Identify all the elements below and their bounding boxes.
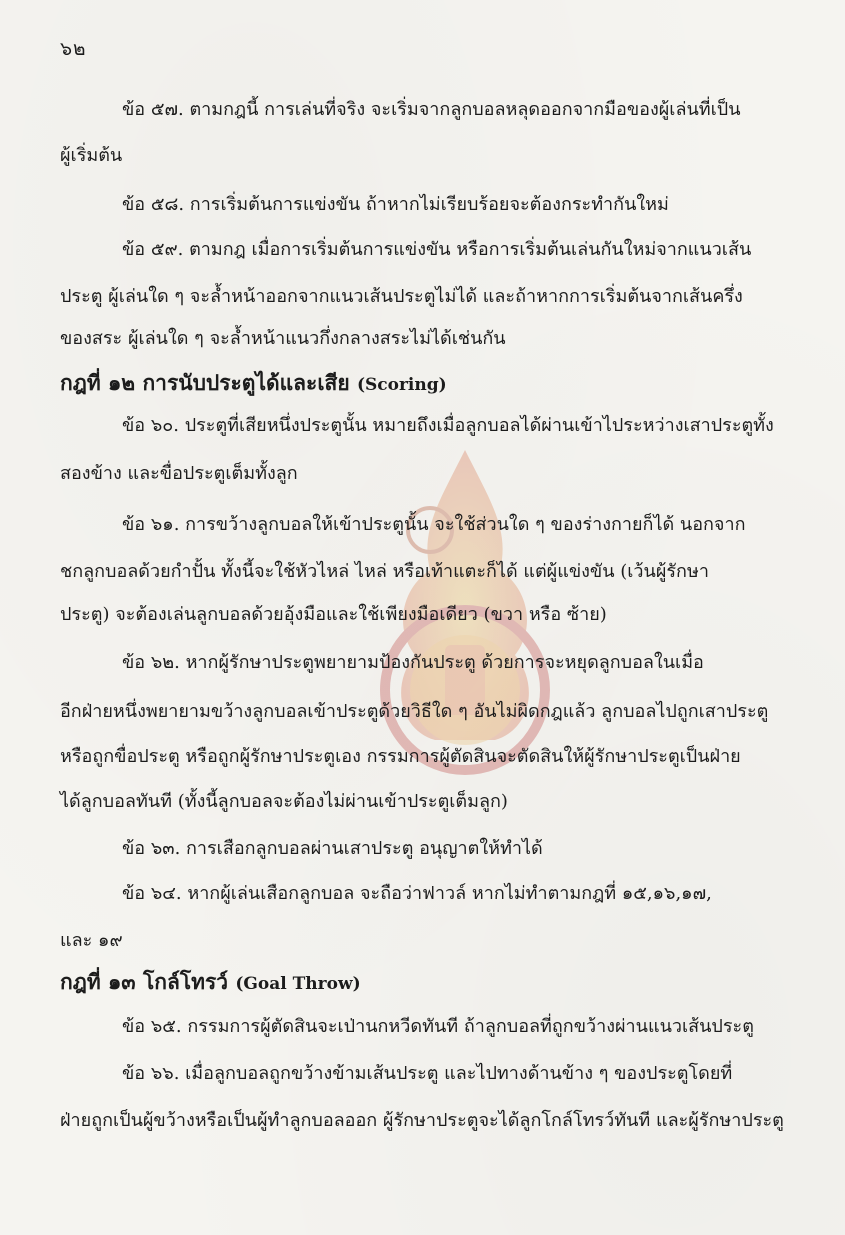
paragraph-line: ข้อ ๖๐. ประตูที่เสียหนึ่งประตูนั้น หมายถึงเมื่อลูกบอลได้ผ่านเข้าไประหว่างเสาประตูทั้ง bbox=[122, 415, 774, 436]
section-heading-english: (Goal Throw) bbox=[235, 974, 361, 994]
paragraph-line: ของสระ ผู้เล่นใด ๆ จะล้ำหน้าแนวกึ่งกลางสระไม่ได้เช่นกัน bbox=[60, 328, 506, 349]
paragraph-line: ข้อ ๕๙. ตามกฎ เมื่อการเริ่มต้นการแข่งขัน หรือการเริ่มต้นเล่นกันใหม่จากแนวเส้น bbox=[122, 239, 752, 260]
section-heading bbox=[60, 370, 447, 398]
section-heading bbox=[60, 969, 361, 997]
paragraph-line: ประตู) จะต้องเล่นลูกบอลด้วยอุ้งมือและใช้เพียงมือเดียว (ขวา หรือ ซ้าย) bbox=[60, 604, 607, 625]
paragraph-line: ผู้เริ่มต้น bbox=[60, 145, 123, 166]
paragraph-line: สองข้าง และขื่อประตูเต็มทั้งลูก bbox=[60, 463, 298, 484]
paragraph-line: หรือถูกขื่อประตู หรือถูกผู้รักษาประตูเอง กรรมการผู้ตัดสินจะตัดสินให้ผู้รักษาประตูเป็นฝ่าย bbox=[60, 746, 741, 767]
paragraph-line: ข้อ ๖๑. การขว้างลูกบอลให้เข้าประตูนั้น จะใช้ส่วนใด ๆ ของร่างกายก็ได้ นอกจาก bbox=[122, 514, 746, 535]
section-heading-thai: กฎที่ ๑๒ การนับประตูได้และเสีย bbox=[60, 370, 350, 395]
section-heading-thai: กฎที่ ๑๓ โกล์โทรว์ bbox=[60, 969, 229, 994]
paragraph-line: ข้อ ๖๔. หากผู้เล่นเสือกลูกบอล จะถือว่าฟาวล์ หากไม่ทำตามกฎที่ ๑๕,๑๖,๑๗, bbox=[122, 883, 712, 904]
section-heading-english: (Scoring) bbox=[356, 375, 447, 395]
paragraph-line: และ ๑๙ bbox=[60, 930, 123, 951]
paragraph-line: ข้อ ๖๕. กรรมการผู้ตัดสินจะเป่านกหวีดทันที ถ้าลูกบอลที่ถูกขว้างผ่านแนวเส้นประตู bbox=[122, 1016, 754, 1037]
paragraph-line: อีกฝ่ายหนึ่งพยายามขว้างลูกบอลเข้าประตูด้วยวิธีใด ๆ อันไม่ผิดกฎแล้ว ลูกบอลไปถูกเสาประตู bbox=[60, 701, 769, 722]
page-number: ๖๒ bbox=[60, 38, 87, 60]
paragraph-line: ฝ่ายถูกเป็นผู้ขว้างหรือเป็นผู้ทำลูกบอลออก ผู้รักษาประตูจะได้ลูกโกล์โทรว์ทันที และผู้รักษาประตู bbox=[60, 1110, 784, 1131]
paragraph-line: ประตู ผู้เล่นใด ๆ จะล้ำหน้าออกจากแนวเส้นประตูไม่ได้ และถ้าหากการเริ่มต้นจากเส้นครึ่ง bbox=[60, 286, 743, 307]
paragraph-line: ข้อ ๖๓. การเสือกลูกบอลผ่านเสาประตู อนุญาตให้ทำได้ bbox=[122, 838, 543, 859]
paragraph-line: ได้ลูกบอลทันที (ทั้งนี้ลูกบอลจะต้องไม่ผ่านเข้าประตูเต็มลูก) bbox=[60, 791, 508, 812]
paragraph-line: ข้อ ๖๖. เมื่อลูกบอลถูกขว้างข้ามเส้นประตู และไปทางด้านข้าง ๆ ของประตูโดยที่ bbox=[122, 1063, 733, 1084]
paragraph-line: ชกลูกบอลด้วยกำปั้น ทั้งนี้จะใช้หัวไหล่ ไหล่ หรือเท้าแตะก็ได้ แต่ผู้แข่งขัน (เว้นผู้รักษา bbox=[60, 561, 709, 582]
paragraph-line: ข้อ ๕๘. การเริ่มต้นการแข่งขัน ถ้าหากไม่เรียบร้อยจะต้องกระทำกันใหม่ bbox=[122, 194, 669, 215]
paragraph-line: ข้อ ๕๗. ตามกฎนี้ การเล่นที่จริง จะเริ่มจากลูกบอลหลุดออกจากมือของผู้เล่นที่เป็น bbox=[122, 99, 741, 120]
paragraph-line: ข้อ ๖๒. หากผู้รักษาประตูพยายามป้องกันประตู ด้วยการจะหยุดลูกบอลในเมื่อ bbox=[122, 652, 704, 673]
